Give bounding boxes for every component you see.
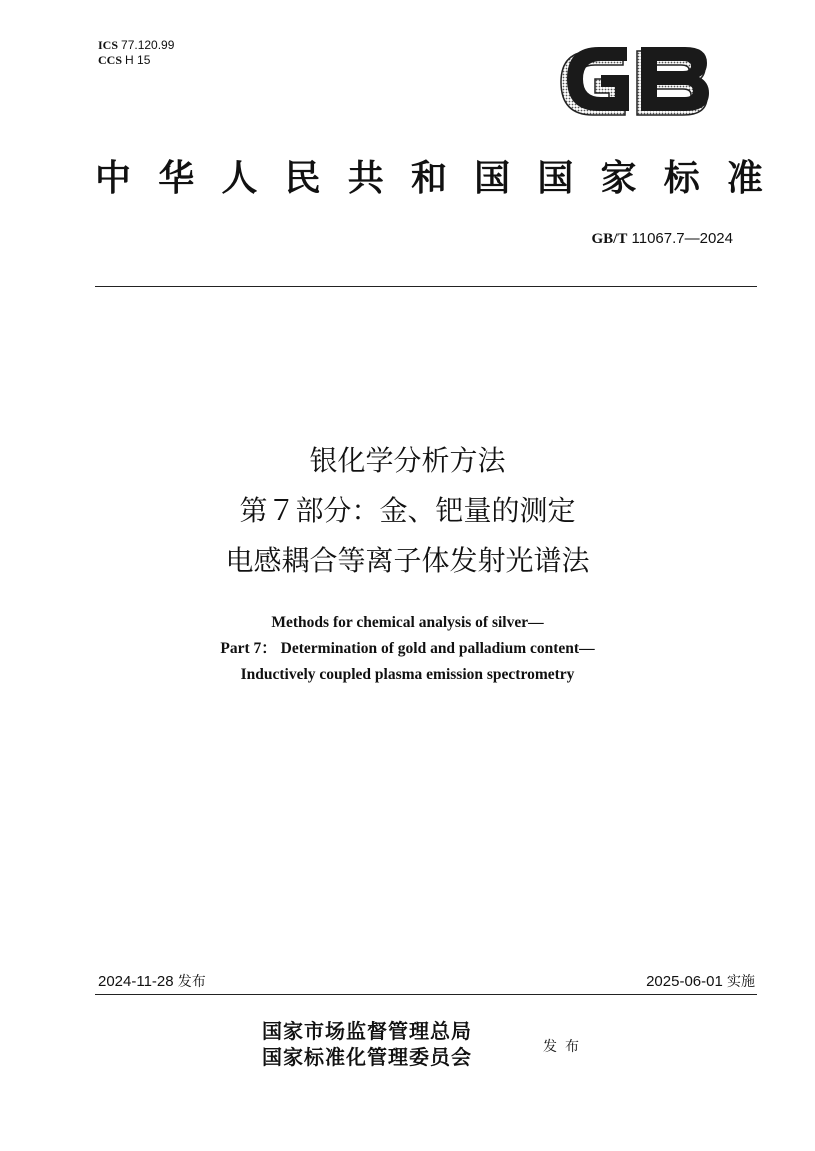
chinese-title-line-2: 第７部分：金、钯量的测定 bbox=[239, 494, 576, 527]
country-title-char: 华 bbox=[158, 157, 195, 199]
chinese-title-line-1: 银化学分析方法 bbox=[309, 444, 506, 477]
english-title bbox=[0, 610, 815, 688]
implement-date: 2025-06-01 bbox=[646, 973, 723, 990]
english-title-line-2: Part 7： Determination of gold and palladium content— bbox=[220, 640, 595, 657]
publish-date-group bbox=[98, 971, 206, 991]
gb-logo bbox=[553, 43, 713, 121]
standard-code: 11067.7—2024 bbox=[631, 230, 733, 247]
country-title-char: 国 bbox=[537, 157, 574, 199]
chinese-title bbox=[0, 436, 815, 586]
ccs-value: H 15 bbox=[125, 53, 151, 67]
country-title-char: 国 bbox=[474, 157, 511, 199]
publish-date: 2024-11-28 bbox=[98, 973, 174, 990]
ccs-code bbox=[98, 53, 174, 68]
ics-code bbox=[98, 38, 174, 53]
classification-codes bbox=[98, 38, 174, 68]
publish-label: 发布 bbox=[177, 974, 206, 990]
top-divider bbox=[95, 286, 757, 287]
date-row bbox=[98, 971, 755, 991]
country-standard-title bbox=[95, 150, 763, 206]
standard-prefix: GB/T bbox=[591, 231, 628, 247]
issuer-line-2: 国家标准化管理委员会 bbox=[262, 1045, 472, 1069]
ics-value: 77.120.99 bbox=[121, 38, 175, 52]
standard-number bbox=[591, 230, 733, 248]
country-title-char: 人 bbox=[221, 157, 258, 199]
implement-label: 实施 bbox=[727, 974, 755, 990]
bottom-divider bbox=[95, 994, 757, 995]
country-title-char: 准 bbox=[726, 157, 763, 199]
country-title-char: 家 bbox=[600, 157, 637, 199]
country-title-char: 标 bbox=[663, 157, 700, 199]
country-title-char: 和 bbox=[410, 157, 447, 199]
chinese-title-line-3: 电感耦合等离子体发射光谱法 bbox=[225, 544, 590, 577]
country-title-char: 中 bbox=[95, 157, 132, 199]
implement-date-group bbox=[646, 971, 755, 991]
issuer-line-1: 国家市场监督管理总局 bbox=[262, 1019, 472, 1043]
country-title-char: 共 bbox=[347, 157, 384, 199]
ccs-label: CCS bbox=[98, 53, 123, 67]
english-title-line-1: Methods for chemical analysis of silver— bbox=[271, 614, 544, 631]
issue-word: 发布 bbox=[543, 1039, 587, 1055]
ics-label: ICS bbox=[98, 38, 119, 52]
issuing-authorities bbox=[262, 1018, 472, 1070]
english-title-line-3: Inductively coupled plasma emission spectrometry bbox=[240, 666, 575, 683]
country-title-char: 民 bbox=[284, 157, 321, 199]
